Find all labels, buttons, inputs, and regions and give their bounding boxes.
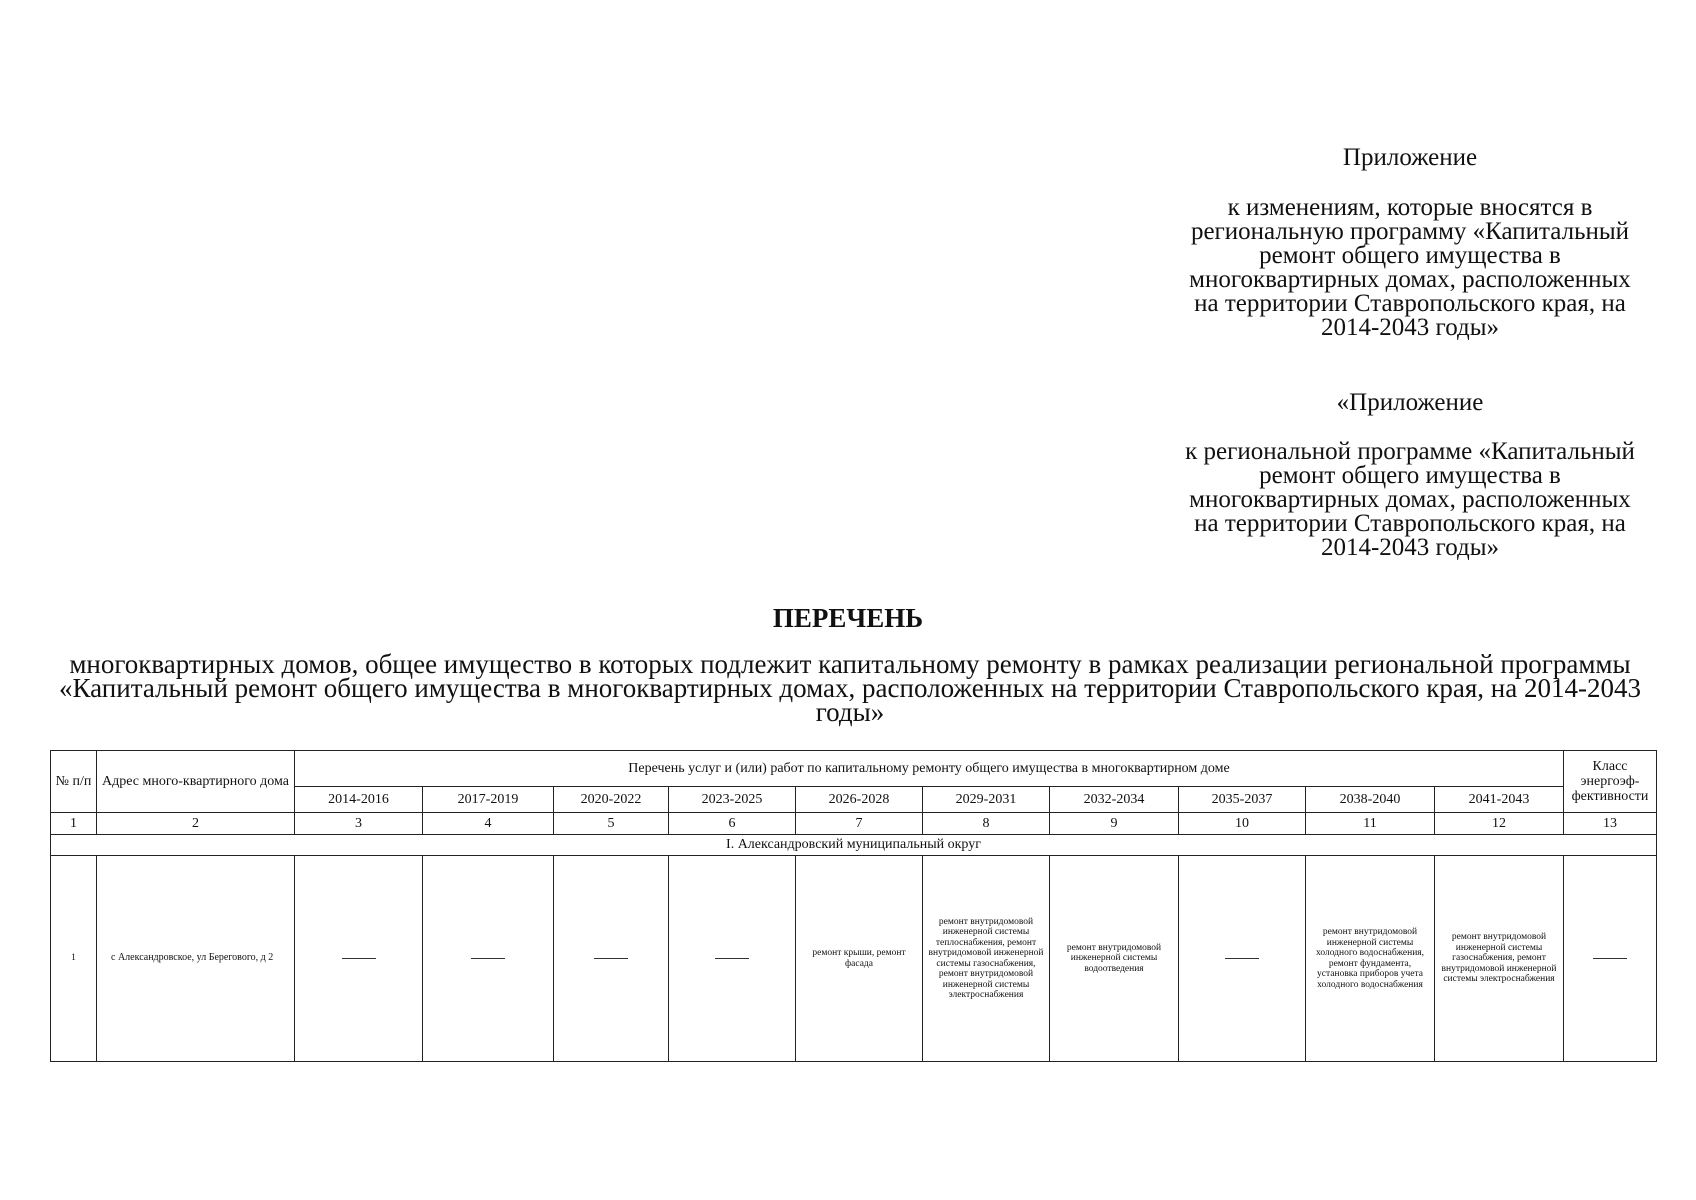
column-number: 3 xyxy=(295,813,423,835)
dash-mark xyxy=(342,958,376,959)
column-number: 13 xyxy=(1564,813,1657,835)
header-period: 2017-2019 xyxy=(423,787,554,813)
empty-cell xyxy=(1179,856,1306,1062)
empty-cell xyxy=(423,856,554,1062)
row-address: с Александровское, ул Берегового, д 2 xyxy=(97,856,295,1062)
empty-cell xyxy=(554,856,669,1062)
column-number: 4 xyxy=(423,813,554,835)
header-num: № п/п xyxy=(51,751,97,813)
works-2038-2040: ремонт внутридомовой инженерной системы холодного водоснабжения, ремонт фундамента, установка приборов учета холодного водоснабжения xyxy=(1306,856,1435,1062)
houses-table xyxy=(50,750,1657,1062)
works-2026-2028: ремонт крыши, ремонт фасада xyxy=(796,856,923,1062)
dash-mark xyxy=(1593,958,1627,959)
dash-mark xyxy=(594,958,628,959)
row-number: 1 xyxy=(51,856,97,1062)
column-number: 6 xyxy=(669,813,796,835)
header-period: 2041-2043 xyxy=(1435,787,1564,813)
appendix-program-text: к региональной программе «Капитальный ремонт общего имущества в многоквартирных домах, расположенных на территории Ставропольского края, на 2014-2043 годы» xyxy=(1185,438,1635,561)
column-number: 8 xyxy=(923,813,1050,835)
header-period: 2035-2037 xyxy=(1179,787,1306,813)
table-row xyxy=(51,856,1657,1062)
header-services: Перечень услуг и (или) работ по капитальному ремонту общего имущества в многоквартирном доме xyxy=(295,751,1564,787)
works-2041-2043: ремонт внутридомовой инженерной системы газоснабжения, ремонт внутридомовой инженерной системы электроснабжения xyxy=(1435,856,1564,1062)
header-period: 2026-2028 xyxy=(796,787,923,813)
column-number: 12 xyxy=(1435,813,1564,835)
document-subtitle: многоквартирных домов, общее имущество в которых подлежит капитальному ремонту в рамках реализации региональной программы «Капитальный ремонт общего имущества в многоквартирных домах, расположенных на территории Ставропольского края, на 2014-2043 годы» xyxy=(59,649,1641,727)
header-energy-class: Класс энергоэф-фективности xyxy=(1564,751,1657,813)
appendix-program-title: «Приложение xyxy=(1336,389,1484,416)
works-2032-2034: ремонт внутридомовой инженерной системы водоотведения xyxy=(1050,856,1179,1062)
header-period: 2020-2022 xyxy=(554,787,669,813)
dash-mark xyxy=(1225,958,1259,959)
header-period: 2032-2034 xyxy=(1050,787,1179,813)
header-period: 2014-2016 xyxy=(295,787,423,813)
header-period: 2029-2031 xyxy=(923,787,1050,813)
column-number: 10 xyxy=(1179,813,1306,835)
column-number: 1 xyxy=(51,813,97,835)
column-number: 7 xyxy=(796,813,923,835)
document-title: ПЕРЕЧЕНЬ xyxy=(772,603,924,633)
section-heading: I. Александровский муниципальный округ xyxy=(51,835,1657,856)
column-number: 2 xyxy=(97,813,295,835)
header-period: 2038-2040 xyxy=(1306,787,1435,813)
column-number: 9 xyxy=(1050,813,1179,835)
column-number: 11 xyxy=(1306,813,1435,835)
header-address: Адрес много-квартирного дома xyxy=(97,751,295,813)
dash-mark xyxy=(715,958,749,959)
empty-cell xyxy=(295,856,423,1062)
header-period: 2023-2025 xyxy=(669,787,796,813)
empty-cell xyxy=(669,856,796,1062)
empty-cell xyxy=(1564,856,1657,1062)
works-2029-2031: ремонт внутридомовой инженерной системы теплоснабжения, ремонт внутридомовой инженерной системы газоснабжения, ремонт внутридомовой инженерной системы электроснабжения xyxy=(923,856,1050,1062)
column-number: 5 xyxy=(554,813,669,835)
appendix-text: к изменениям, которые вносятся в региональную программу «Капитальный ремонт общего имущества в многоквартирных домах, расположенных на территории Ставропольского края, на 2014-2043 годы» xyxy=(1189,194,1631,341)
dash-mark xyxy=(471,958,505,959)
appendix-title: Приложение xyxy=(1342,144,1478,171)
